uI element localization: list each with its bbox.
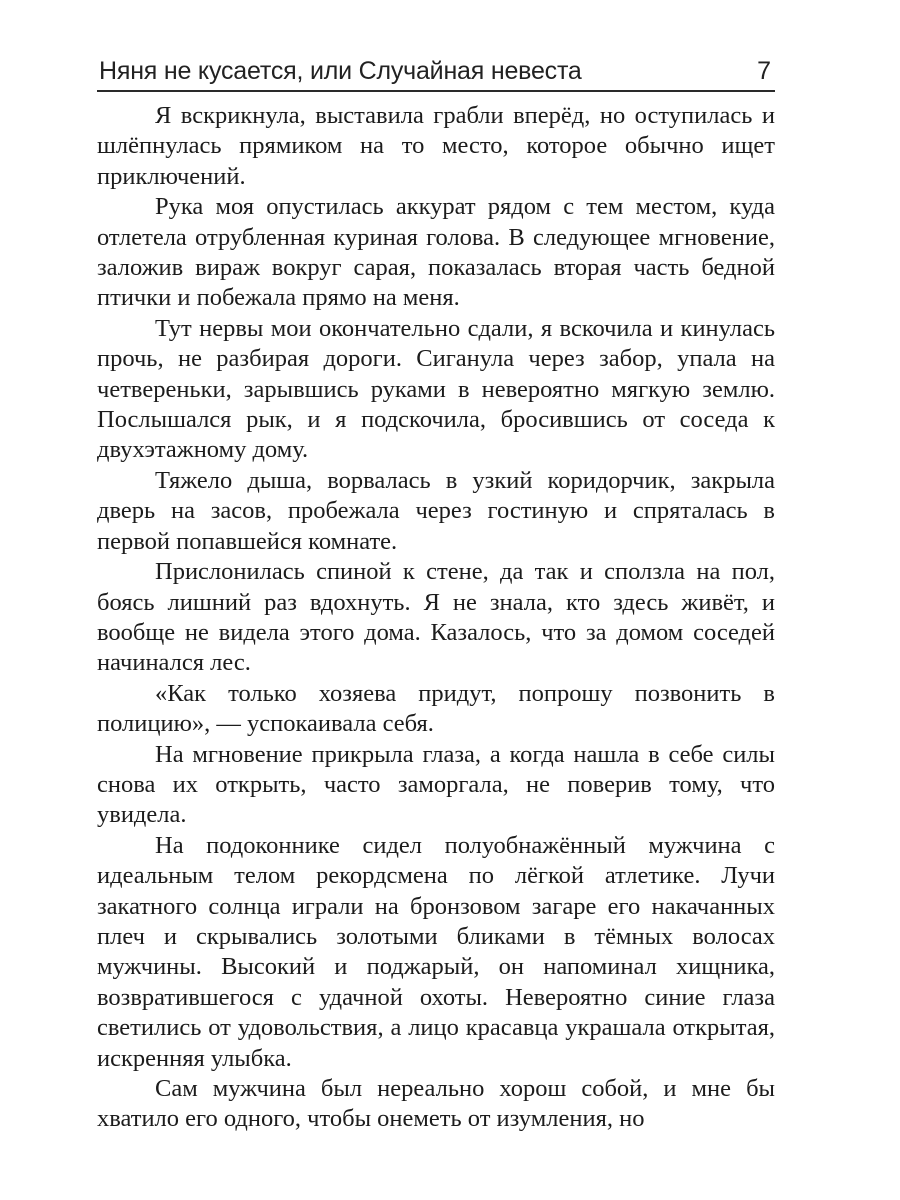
paragraph: Тяжело дыша, ворвалась в узкий коридорчик, закрыла дверь на засов, пробежала через гостиную и спряталась в первой попавшейся комнате. bbox=[97, 466, 775, 555]
paragraph: «Как только хозяева придут, попрошу позвонить в полицию», — успокаивала себя. bbox=[97, 679, 775, 738]
running-header bbox=[97, 54, 775, 92]
paragraph: На подоконнике сидел полуобнажённый мужчина с идеальным телом рекордсмена по лёгкой атлетике. Лучи закатного солнца играли на бронзовом загаре его накачанных плеч и скрывались золотыми бликами в тёмных волосах мужчины. Высокий и поджарый, он напоминал хищника, возвратившегося с удачной охоты. Невероятно синие глаза светились от удовольствия, а лицо красавца украшала открытая, искренняя улыбка. bbox=[97, 831, 775, 1072]
paragraph: Сам мужчина был нереально хорош собой, и мне бы хватило его одного, чтобы онеметь от изумления, но bbox=[97, 1075, 775, 1133]
paragraph: Я вскрикнула, выставила грабли вперёд, но оступилась и шлёпнулась прямиком на то место, которое обычно ищет приключений. bbox=[97, 102, 775, 190]
paragraph: Рука моя опустилась аккурат рядом с тем местом, куда отлетела отрубленная куриная голова. В следующее мгновение, заложив вираж вокруг сарая, показалась вторая часть бедной птички и побежала прямо на меня. bbox=[97, 193, 775, 312]
book-title: Няня не кусается, или Случайная невеста bbox=[99, 57, 582, 85]
page-number: 7 bbox=[757, 57, 771, 85]
body-text bbox=[97, 101, 775, 1135]
paragraph: На мгновение прикрыла глаза, а когда нашла в себе силы снова их открыть, часто заморгала, не поверив тому, что увидела. bbox=[97, 740, 775, 829]
paragraph: Прислонилась спиной к стене, да так и сползла на пол, боясь лишний раз вдохнуть. Я не знала, кто здесь живёт, и вообще не видела этого дома. Казалось, что за домом соседей начинался лес. bbox=[97, 558, 775, 677]
paragraph: Тут нервы мои окончательно сдали, я вскочила и кинулась прочь, не разбирая дороги. Сиганула через забор, упала на четвереньки, зарывшись руками в невероятно мягкую землю. Послышался рык, и я подскочила, бросившись от соседа к двухэтажному дому. bbox=[97, 314, 775, 464]
